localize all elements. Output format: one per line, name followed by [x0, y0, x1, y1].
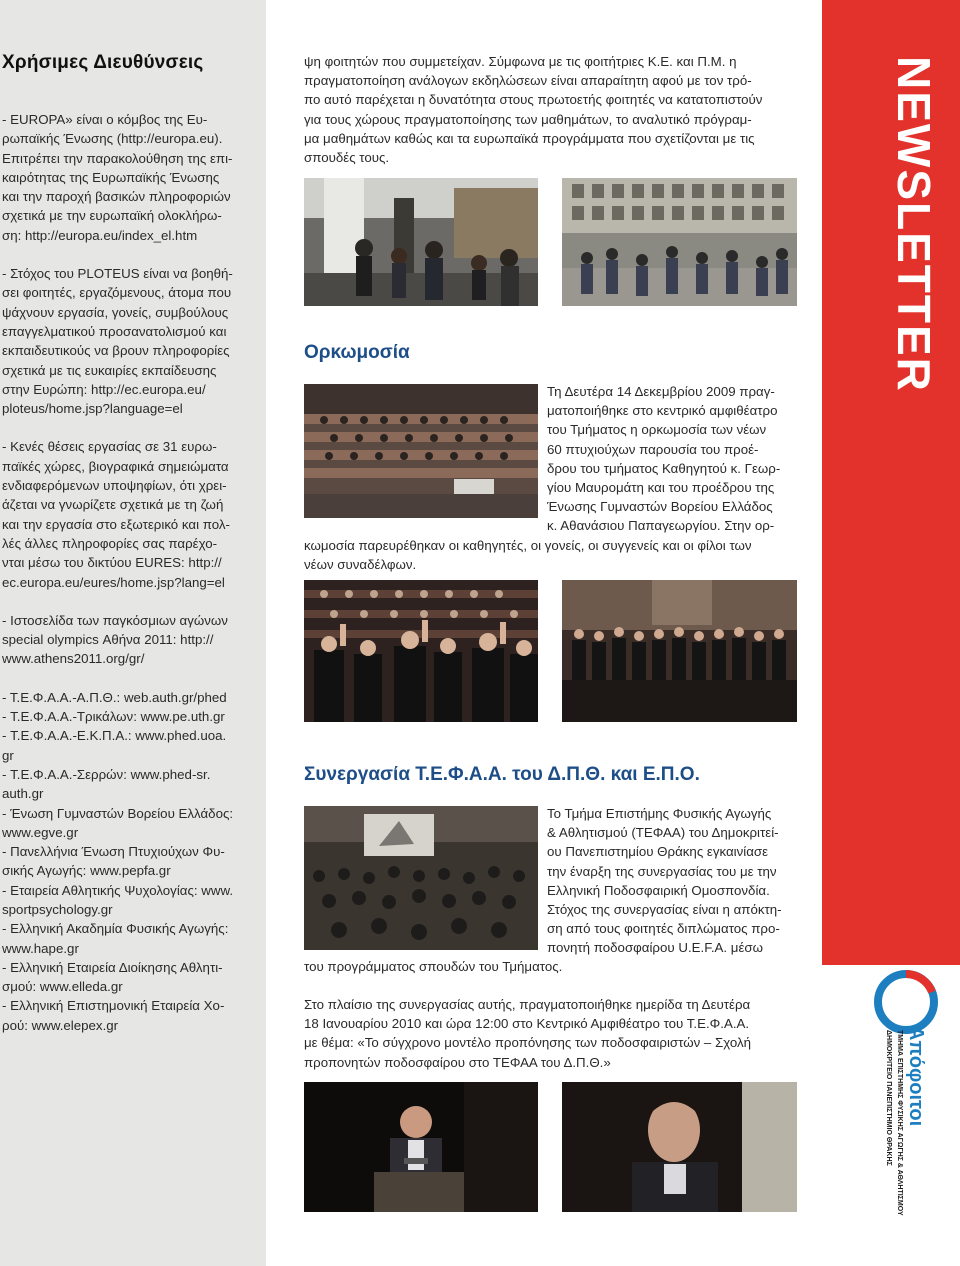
photo-seminar-audience-projection — [304, 806, 538, 950]
sidebar-block-special-olympics: - Ιστοσελίδα των παγκόσμιων αγώνων special olympics Αθήνα 2011: http:// www.athens2011.org/gr/ — [2, 612, 228, 667]
photo-corridor-students — [304, 178, 538, 306]
sidebar-block-ploteus: - Στόχος του PLOTEUS είναι να βοηθή- σει φοιτητές, εργαζόμενους, άτομα που ψάχνουν εργασία, γονείς, συμβούλους επαγγελματικού προσανατολισμού και εκπαιδευτικούς να βρουν πληροφορίες σχετικά με τις ευκαιρίες εκπαίδευσης στην Ευρώπη: http://ec.europa.eu/ ploteus/home.jsp?language=el — [2, 266, 233, 417]
heading-orkomosia: Ορκωμοσία — [304, 342, 410, 363]
synergasia-full-line: του προγράμματος σπουδών του Τμήματος. — [304, 959, 563, 974]
heading-synergasia: Συνεργασία Τ.Ε.Φ.Α.Α. του Δ.Π.Θ. και Ε.Π.Ο. — [304, 764, 700, 785]
logo-subtitle-department: ΤΜΗΜΑ ΕΠΙΣΤΗΜΗΣ ΦΥΣΙΚΗΣ ΑΓΩΓΗΣ & ΑΘΛΗΤΙΣΜΟΥ — [896, 1030, 903, 1216]
synergasia-side-text: Το Τμήμα Επιστήμης Φυσικής Αγωγής & Αθλητισμού (ΤΕΦΑΑ) του Δημοκριτεί- ου Πανεπιστημίου Θράκης εγκαινίασε την έναρξη της συνεργασίας του με την Ελληνική Ποδοσφαιρική Ομοσπονδία. Στόχος της συνεργασίας είναι η απόκτη- ση από τους φοιτητές διπλώματος προ- πονητή ποδοσφαίρου U.E.F.A. μέσω — [547, 806, 782, 956]
sidebar-block-links: - Τ.Ε.Φ.Α.Α.-Α.Π.Θ.: web.auth.gr/phed - Τ.Ε.Φ.Α.Α.-Τρικάλων: www.pe.uth.gr - Τ.Ε.Φ.Α.Α.-Ε.Κ.Π.Α.: www.phed.uoa. gr - Τ.Ε.Φ.Α.Α.-Σερρών: www.phed-sr. auth.gr - Ένωση Γυμναστών Βορείου Ελλάδος: www.egve.gr - Πανελλήνια Ένωση Πτυχιούχων Φυ- σικής Αγωγής: www.pepfa.gr - Εταιρεία Αθλητικής Ψυχολογίας: www. sportpsychology.gr - Ελληνική Ακαδημία Φυσικής Αγωγής: www.hape.gr - Ελληνική Εταιρεία Διοίκησης Αθλητι- σμού: www.elleda.gr - Ελληνική Επιστημονική Εταιρεία Χο- ρού: www.elepex.gr — [2, 689, 234, 1033]
photo-graduates-oath-raising-hands — [304, 580, 538, 722]
photo-speaker-closeup — [562, 1082, 797, 1212]
orkomosia-full-text: κωμοσία παρευρέθηκαν οι καθηγητές, οι γονείς, οι συγγενείς και οι φίλοι των νέων συναδέλφων. — [304, 538, 752, 573]
sidebar-useful-addresses — [0, 0, 266, 1266]
photo-amphitheatre-audience — [304, 384, 538, 518]
logo-subtitle-university: ΔΗΜΟΚΡΙΤΕΙΟ ΠΑΝΕΠΙΣΤΗΜΙΟ ΘΡΑΚΗΣ — [885, 1030, 892, 1166]
newsletter-title: NEWSLETTER — [888, 56, 940, 393]
sidebar-block-europa: - EUROPA» είναι ο κόμβος της Ευ- ρωπαϊκής Ένωσης (http://europa.eu). Επιτρέπει την παρακολούθηση της επι- καιρότητας της Ευρωπαϊκής Ένωσης και την παροχή βασικών πληροφοριών σχετικά με την ευρωπαϊκή ολοκλήρω- ση: http://europa.eu/index_el.htm — [2, 112, 233, 243]
logo-name: Απόφοιτοι — [905, 1026, 927, 1127]
sidebar-title: Χρήσιμες Διευθύνσεις — [2, 52, 204, 73]
sidebar-block-eures: - Κενές θέσεις εργασίας σε 31 ευρω- παϊκές χώρες, βιογραφικά σημειώματα ενδιαφερόμενων υποψηφίων, ότι χρει- άζεται να γνωρίζετε σχετικά με τη ζωή και την εργασία στο εξωτερικό και πολ- λές άλλες πληροφορίες σας παρέχο- νται μέσω του δικτύου EURES: http:// ec.europa.eu/eures/home.jsp?lang=el — [2, 439, 230, 590]
photo-campus-students-outdoor — [562, 178, 797, 306]
synergasia-paragraph-2: Στο πλαίσιο της συνεργασίας αυτής, πραγματοποιήθηκε ημερίδα τη Δευτέρα 18 Ιανουαρίου 2010 και ώρα 12:00 στο Κεντρικό Αμφιθέατρο του Τ.Ε.Φ.Α.Α. με θέμα: «Το σύγχρονο μοντέλο προπόνησης των ποδοσφαιριστών – Σχολή προπονητών ποδοσφαίρου στο ΤΕΦΑΑ του Δ.Π.Θ.» — [304, 997, 752, 1070]
orkomosia-side-text: Τη Δευτέρα 14 Δεκεμβρίου 2009 πραγ- ματοποιήθηκε στο κεντρικό αμφιθέατρο του Τμήματος η ορκωμοσία των νέων 60 πτυχιούχων παρουσία του προέ- δρου του τμήματος Καθηγητού κ. Γεωρ- γίου Μαυρομάτη και του προέδρου της Ένωσης Γυμναστών Βορείου Ελλάδος κ. Αθανάσιου Παπαγεωργίου. Στην ορ- — [547, 384, 781, 534]
photo-graduates-on-stage — [562, 580, 797, 722]
photo-speaker-at-podium — [304, 1082, 538, 1212]
intro-paragraph: ψη φοιτητών που συμμετείχαν. Σύμφωνα με τις φοιτήτριες Κ.Ε. και Π.Μ. η πραγματοποίηση ανάλογων εκδηλώσεων είναι απαραίτητη αφού με τον τρό- πο αυτό παρέχεται η δυνατότητα στους πρωτοετής φοιτητές να κατατοπιστούν για τους χώρους πραγματοποίησης των μαθημάτων, το αναλυτικό πρόγραμ- μα μαθημάτων καθώς και τα ευρωπαϊκά προγράμματα που σχετίζονται με τις σπουδές τους. — [304, 54, 763, 166]
